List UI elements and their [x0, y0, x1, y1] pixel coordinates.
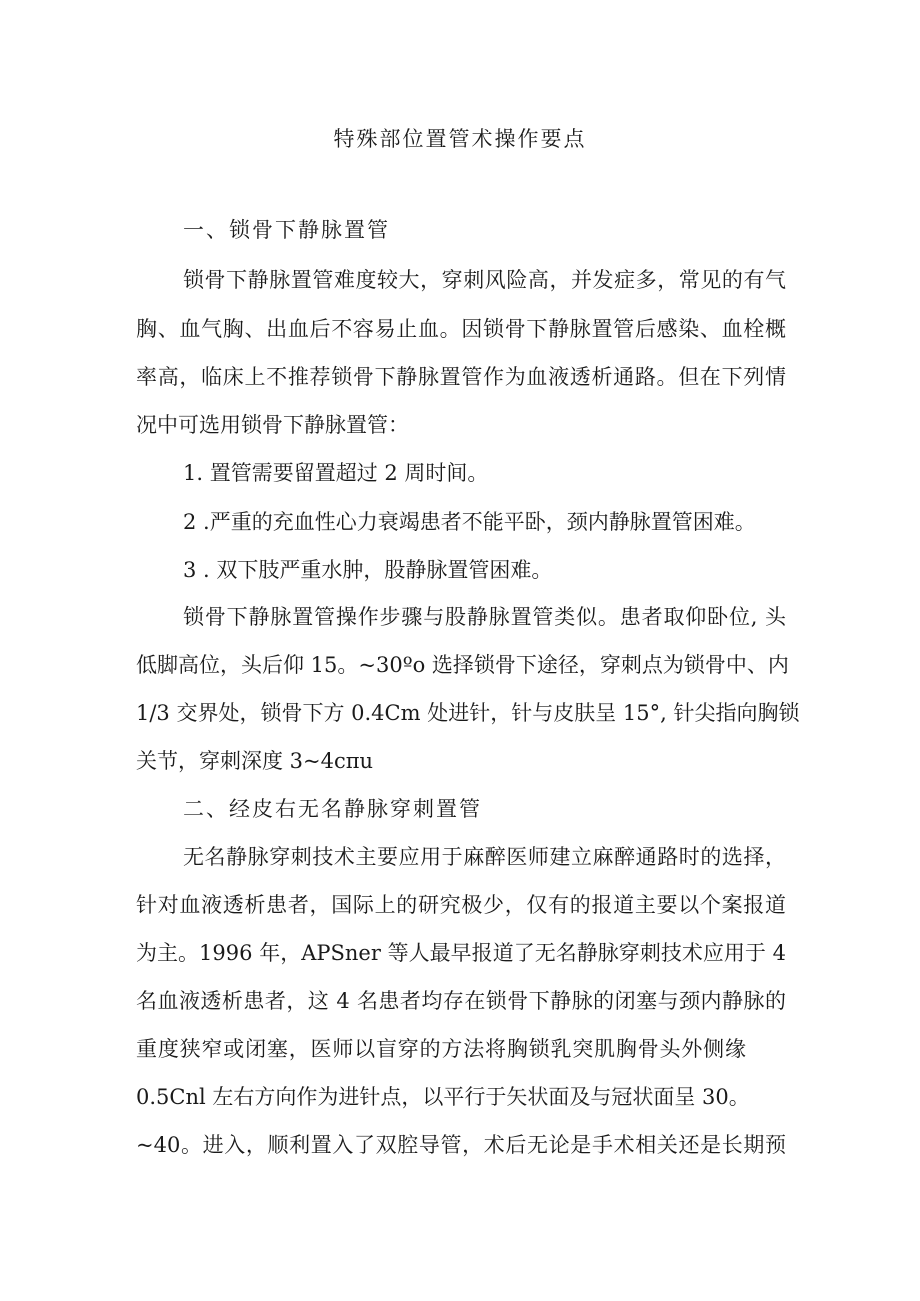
- s1-p1-line-1: 锁骨下静脉置管难度较大，穿刺风险高，并发症多，常见的有气: [183, 268, 786, 292]
- s1-list-item-1: 1. 置管需要留置超过 2 周时间。: [183, 461, 489, 485]
- s1-p1-line-4: 况中可选用锁骨下静脉置管：: [136, 413, 409, 437]
- s2-p1-line-4: 名血液透析患者，这 4 名患者均存在锁骨下静脉的闭塞与颈内静脉的: [136, 989, 786, 1013]
- s1-p2-line-2: 低脚高位，头后仰 15。~30ºo 选择锁骨下途径，穿刺点为锁骨中、内: [136, 653, 789, 677]
- s1-p1-line-3: 率高，临床上不推荐锁骨下静脉置管作为血液透析通路。但在下列情: [136, 365, 786, 389]
- s1-p2-line-1: 锁骨下静脉置管操作步骤与股静脉置管类似。患者取仰卧位, 头: [183, 605, 786, 629]
- s1-p1-line-2: 胸、血气胸、出血后不容易止血。因锁骨下静脉置管后感染、血栓概: [136, 317, 786, 341]
- s2-p1-line-3: 为主。1996 年，APSner 等人最早报道了无名静脉穿刺技术应用于 4: [136, 941, 786, 965]
- s1-p2-line-4: 关节，穿刺深度 3~4cπu: [136, 749, 374, 773]
- s2-p1-line-2: 针对血液透析患者，国际上的研究极少，仅有的报道主要以个案报道: [136, 893, 786, 917]
- section-2-heading: 二、经皮右无名静脉穿刺置管: [183, 797, 482, 821]
- s2-p1-line-5: 重度狭窄或闭塞，医师以盲穿的方法将胸锁乳突肌胸骨头外侧缘: [136, 1037, 746, 1061]
- document-title: 特殊部位置管术操作要点: [333, 127, 587, 151]
- s2-p1-line-7: ~40。进入，顺利置入了双腔导管，术后无论是手术相关还是长期预: [136, 1133, 786, 1157]
- s2-p1-line-1: 无名静脉穿刺技术主要应用于麻醉医师建立麻醉通路时的选择，: [183, 845, 786, 869]
- section-1-heading: 一、锁骨下静脉置管: [183, 218, 390, 242]
- s1-p2-line-3: 1/3 交界处，锁骨下方 0.4Cm 处进针，针与皮肤呈 15°, 针尖指向胸锁: [136, 701, 800, 725]
- s1-list-item-3: 3 . 双下肢严重水肿，股静脉置管困难。: [183, 558, 553, 582]
- s1-list-item-2: 2 .严重的充血性心力衰竭患者不能平卧，颈内静脉置管困难。: [183, 510, 756, 534]
- s2-p1-line-6: 0.5Cnl 左右方向作为进针点，以平行于矢状面及与冠状面呈 30。: [136, 1085, 750, 1109]
